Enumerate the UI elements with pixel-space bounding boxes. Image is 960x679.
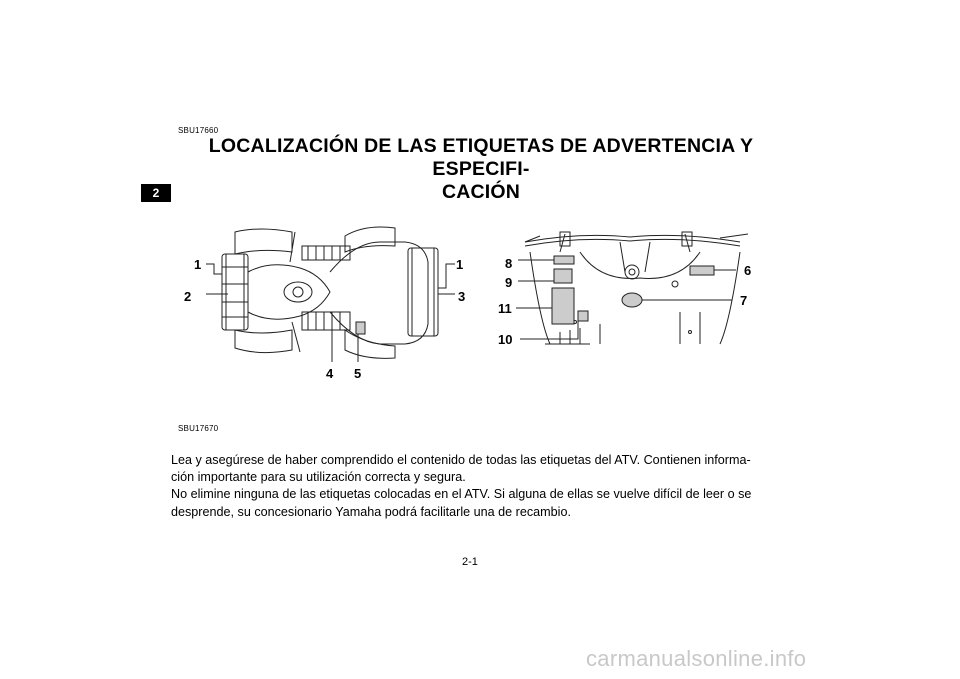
paragraph-1-line-1: Lea y asegúrese de haber comprendido el contenido de todas las etiquetas del ATV. Contienen informa- xyxy=(171,453,751,467)
front-body xyxy=(330,242,428,344)
label-10-sticker xyxy=(578,311,588,321)
watermark: carmanualsonline.info xyxy=(586,646,807,671)
callout-6: 6 xyxy=(744,263,752,278)
callout-10: 10 xyxy=(498,332,513,347)
callout-5: 5 xyxy=(354,366,362,381)
callout-9: 9 xyxy=(505,275,513,290)
callout-2: 2 xyxy=(184,289,192,304)
label-7-sticker xyxy=(622,293,642,307)
callout-7: 7 xyxy=(740,293,748,308)
footrest-top xyxy=(302,246,350,260)
chapter-tab: 2 xyxy=(141,184,171,202)
footrest-bottom xyxy=(302,312,350,330)
seat xyxy=(248,265,330,319)
callout-1-rear: 1 xyxy=(194,257,202,272)
label-location-figure xyxy=(180,212,780,392)
paragraph-code: SBU17670 xyxy=(178,424,219,433)
paragraph-2-line-2: desprende, su concesionario Yamaha podrá facilitarle una de recambio. xyxy=(171,504,571,519)
callout-1-front: 1 xyxy=(456,257,464,272)
label-8-sticker xyxy=(554,256,574,264)
label-5-sticker xyxy=(356,322,365,334)
body-text xyxy=(171,452,781,521)
callout-11: 11 xyxy=(498,301,512,316)
page-number: 2-1 xyxy=(462,556,478,568)
label-11-sticker xyxy=(552,288,574,324)
atv-front-view xyxy=(516,232,748,344)
label-6-sticker xyxy=(690,266,714,275)
page-title xyxy=(171,135,791,204)
rear-wheel-bottom xyxy=(235,330,292,353)
section-code: SBU17660 xyxy=(178,126,219,135)
paragraph-2-line-1: No elimine ninguna de las etiquetas colocadas en el ATV. Si alguna de ellas se vuelve difícil de leer o se xyxy=(171,487,752,502)
callout-3: 3 xyxy=(458,289,466,304)
atv-top-view xyxy=(206,227,455,362)
callout-8: 8 xyxy=(505,256,513,271)
tank-outline xyxy=(580,252,700,278)
fuel-cap xyxy=(284,282,312,302)
title-line-1: LOCALIZACIÓN DE LAS ETIQUETAS DE ADVERTENCIA Y ESPECIFI- xyxy=(208,135,754,180)
front-wheel-top xyxy=(345,227,395,252)
paragraph-1-line-2: ción importante para su utilización correcta y segura. xyxy=(171,470,466,485)
title-line-2: CACIÓN xyxy=(441,181,521,203)
rear-wheel-top xyxy=(235,229,292,254)
label-9-sticker xyxy=(554,269,572,283)
callout-4: 4 xyxy=(326,366,334,381)
